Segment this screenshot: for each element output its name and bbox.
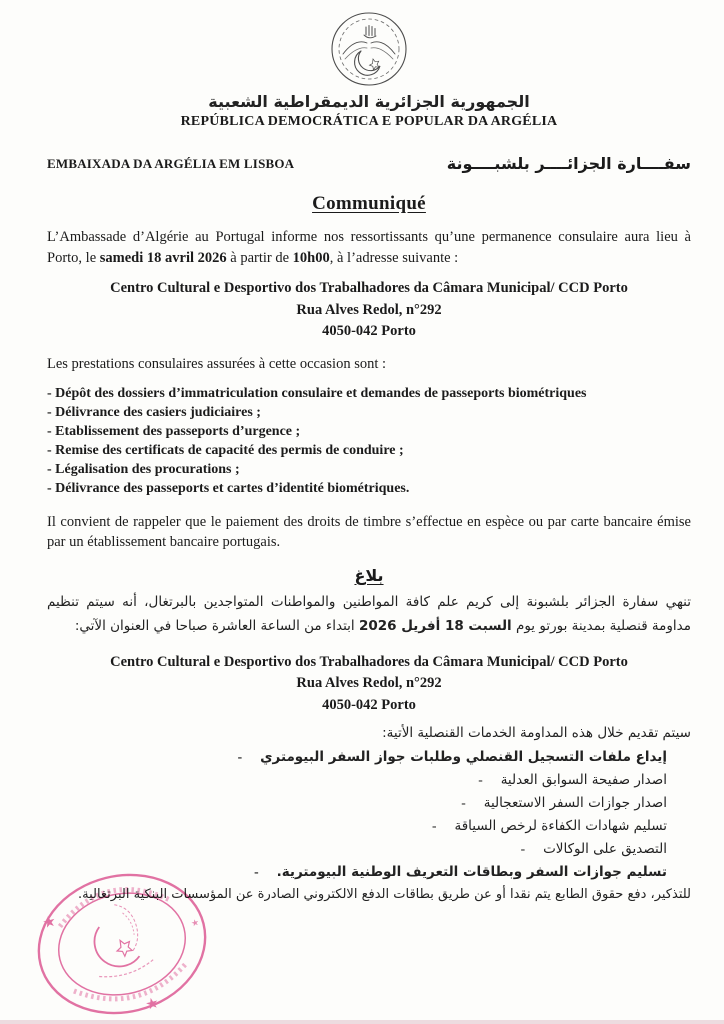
arabic-services-intro: سيتم تقديم خلال هذه المداومة الخدمات القنصلية الأتية:	[382, 725, 691, 742]
list-item: - Etablissement des passeports d’urgence ;	[47, 423, 301, 439]
list-item: - Délivrance des casiers judiciaires ;	[47, 404, 261, 420]
list-item: - Remise des certificats de capacité des permis de conduire ;	[47, 442, 404, 458]
stamp-star-icon: ★	[189, 916, 201, 929]
arabic-payment-note: للتذكير، دفع حقوق الطابع يتم نقدا أو عن طريق بطاقات الدفع الالكتروني الصادرة عن المؤسسات البنكية البرتغالية.	[77, 887, 691, 903]
embassy-name-arabic: سفــــارة الجزائــــر بلشبــــونة	[446, 154, 691, 173]
arabic-notice-title: بلاغ	[354, 565, 384, 585]
embassy-name-portuguese: EMBAIXADA DA ARGÉLIA EM LISBOA	[47, 155, 295, 171]
communique-intro-paragraph: L’Ambassade d’Algérie au Portugal informe nos ressortissants qu’une permanence consulaire aura lieu à Porto, le samedi 18 avril 2026 à partir de 10h00, à l’adresse suivante :	[47, 229, 691, 266]
venue-postal-code: 4050-042 Porto	[322, 696, 416, 713]
event-date: samedi 18 avril 2026	[99, 249, 227, 266]
venue-street: Rua Alves Redol, n°292	[296, 675, 442, 692]
arabic-intro-paragraph: تنهي سفارة الجزائر بلشبونة إلى كريم علم كافة المواطنين والمواطنات المتواجدين بالبرتغال، أنه سيتم تنظيم مداومة قنصلية بمدينة بورتو يوم السبت 18 أفريل 2026 ابتداء من الساعة العاشرة صباحا في العنوان الآتي:	[47, 593, 691, 635]
republic-name-arabic: الجمهورية الجزائرية الديمقراطية الشعبية	[208, 92, 530, 111]
list-item: - Délivrance des passeports et cartes d’identité biométriques.	[47, 480, 410, 496]
services-intro: Les prestations consulaires assurées à cette occasion sont :	[47, 355, 387, 372]
list-item: - التصديق على الوكالات	[520, 841, 667, 858]
list-item: - إيداع ملفات التسجيل القنصلي وطلبات جواز السفر البيومتري	[237, 749, 667, 766]
list-item: - Légalisation des procurations ;	[47, 461, 240, 477]
stamp-star-icon: ★	[41, 913, 58, 933]
venue-address-block-2	[47, 652, 691, 716]
venue-address-block	[47, 278, 691, 342]
venue-name: Centro Cultural e Desportivo dos Trabalhadores da Câmara Municipal/ CCD Porto	[110, 280, 628, 297]
venue-postal-code: 4050-042 Porto	[322, 323, 416, 340]
republic-name-portuguese: REPÚBLICA DEMOCRÁTICA E POPULAR DA ARGÉLIA	[180, 114, 558, 129]
list-item: - اصدار صفيحة السوابق العدلية	[478, 772, 667, 789]
venue-street: Rua Alves Redol, n°292	[296, 301, 442, 318]
communique-title: Communiqué	[312, 193, 426, 214]
event-time: 10h00	[292, 249, 330, 266]
arabic-services-list	[47, 749, 691, 880]
list-item: - تسليم شهادات الكفاءة لرخص السياقة	[431, 818, 667, 835]
payment-note: Il convient de rappeler que le paiement des droits de timbre s’effectue en espèce ou par carte bancaire émise par un établissement bancaire portugais.	[47, 513, 691, 551]
algeria-state-emblem-icon	[327, 10, 411, 88]
list-item: - Dépôt des dossiers d’immatriculation consulaire et demandes de passeports biométriques	[47, 385, 587, 401]
list-item: - اصدار جوازات السفر الاستعجالية	[461, 795, 667, 812]
consular-services-list	[47, 384, 691, 498]
embassy-round-stamp	[26, 866, 218, 1022]
stamp-star-icon: ★	[143, 995, 161, 1014]
event-date-arabic: السبت 18 أفريل 2026	[358, 618, 512, 635]
venue-name: Centro Cultural e Desportivo dos Trabalhadores da Câmara Municipal/ CCD Porto	[110, 653, 628, 670]
embassy-header-row	[47, 154, 691, 173]
list-item: - تسليم جوازات السفر وبطاقات التعريف الوطنية البيومترية.	[254, 864, 667, 881]
